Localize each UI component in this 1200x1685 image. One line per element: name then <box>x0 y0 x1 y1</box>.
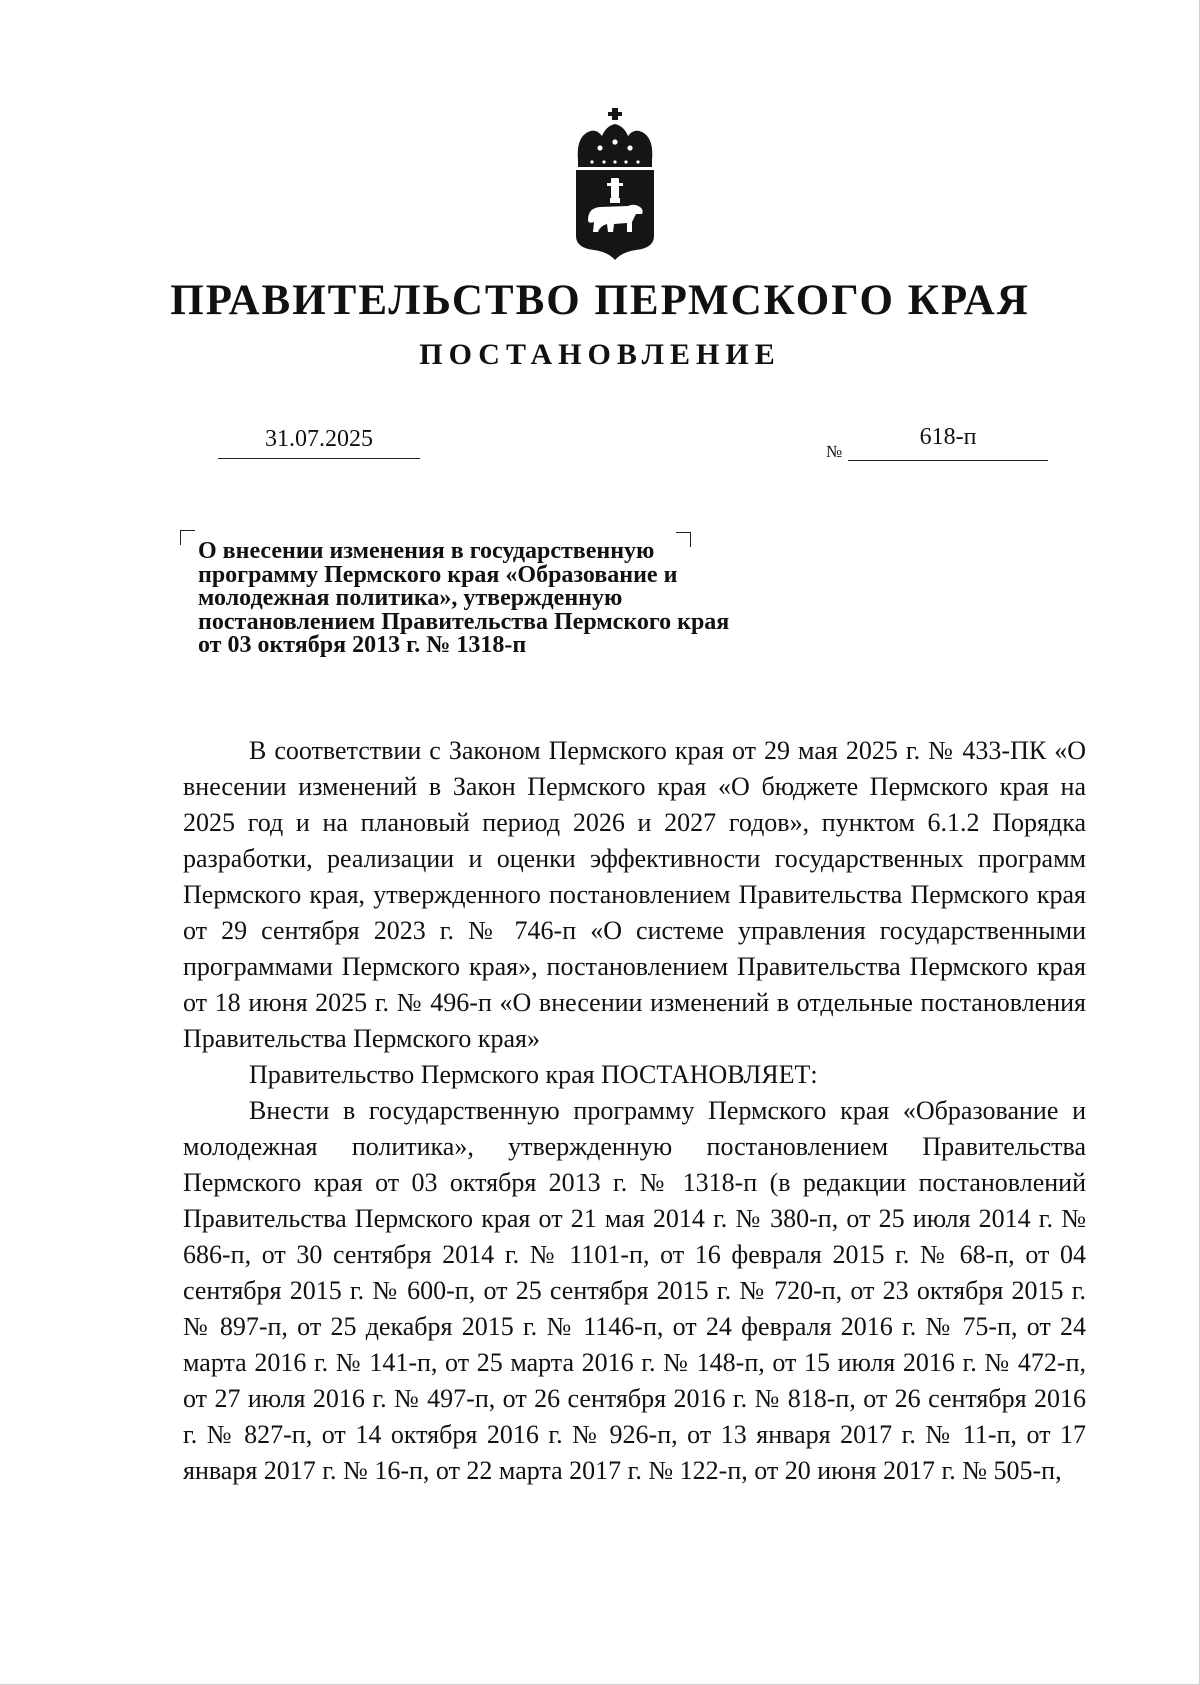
body-paragraph-resolves: Правительство Пермского края ПОСТАНОВЛЯЕТ: <box>249 1060 818 1089</box>
government-title: ПРАВИТЕЛЬСТВО ПЕРМСКОГО КРАЯ <box>170 277 1030 324</box>
body-paragraph-amendment: Внести в государственную программу Пермского края «Образование и молодежная политика», утвержденную постановлением Правительства Пермского края от 03 октября 2013 г. № 1318-п (в редакции постановлений Правительства Пермского края от 21 мая 2014 г. № 380-п, от 25 июля 2014 г. № 686-п, от 30 сентября 2014 г. № 1101-п, от 16 февраля 2015 г. № 68-п, от 04 сентября 2015 г. № 600-п, от 25 сентября 2015 г. № 720-п, от 23 октября 2015 г. № 897-п, от 25 декабря 2015 г. № 1146-п, от 24 февраля 2016 г. № 75-п, от 24 марта 2016 г. № 141-п, от 25 марта 2016 г. № 148-п, от 15 июля 2016 г. № 472-п, от 27 июля 2016 г. № 497-п, от 26 сентября 2016 г. № 818-п, от 26 сентября 2016 г. № 827-п, от 14 октября 2016 г. № 926-п, от 13 января 2017 г. № 11-п, от 17 января 2017 г. № 16-п, от 22 марта 2017 г. № 122-п, от 20 июня 2017 г. № 505-п, <box>183 1096 1086 1485</box>
document-body <box>183 733 1086 1489</box>
document-type: ПОСТАНОВЛЕНИЕ <box>419 338 781 371</box>
document-number: 618-п <box>848 420 1048 461</box>
document-date: 31.07.2025 <box>218 422 420 459</box>
number-sign: № <box>826 442 843 461</box>
perm-krai-coat-of-arms-icon <box>570 108 660 260</box>
document-subject-title: О внесении изменения в государственную программу Пермского края «Образование и молодежная политика», утвержденную постановлением Правительства Пермского края от 03 октября 2013 г. № 1318-п <box>198 538 730 658</box>
title-bracket-left <box>180 530 195 545</box>
body-paragraph-basis: В соответствии с Законом Пермского края от 29 мая 2025 г. № 433-ПК «О внесении изменений в Закон Пермского края «О бюджете Пермского края на 2025 год и на плановый период 2026 и 2027 годов», пунктом 6.1.2 Порядка разработки, реализации и оценки эффективности государственных программ Пермского края, утвержденного постановлением Правительства Пермского края от 29 сентября 2023 г. № 746-п «О системе управления государственными программами Пермского края», постановлением Правительства Пермского края от 18 июня 2025 г. № 496-п «О внесении изменений в отдельные постановления Правительства Пермского края» <box>183 736 1086 1053</box>
